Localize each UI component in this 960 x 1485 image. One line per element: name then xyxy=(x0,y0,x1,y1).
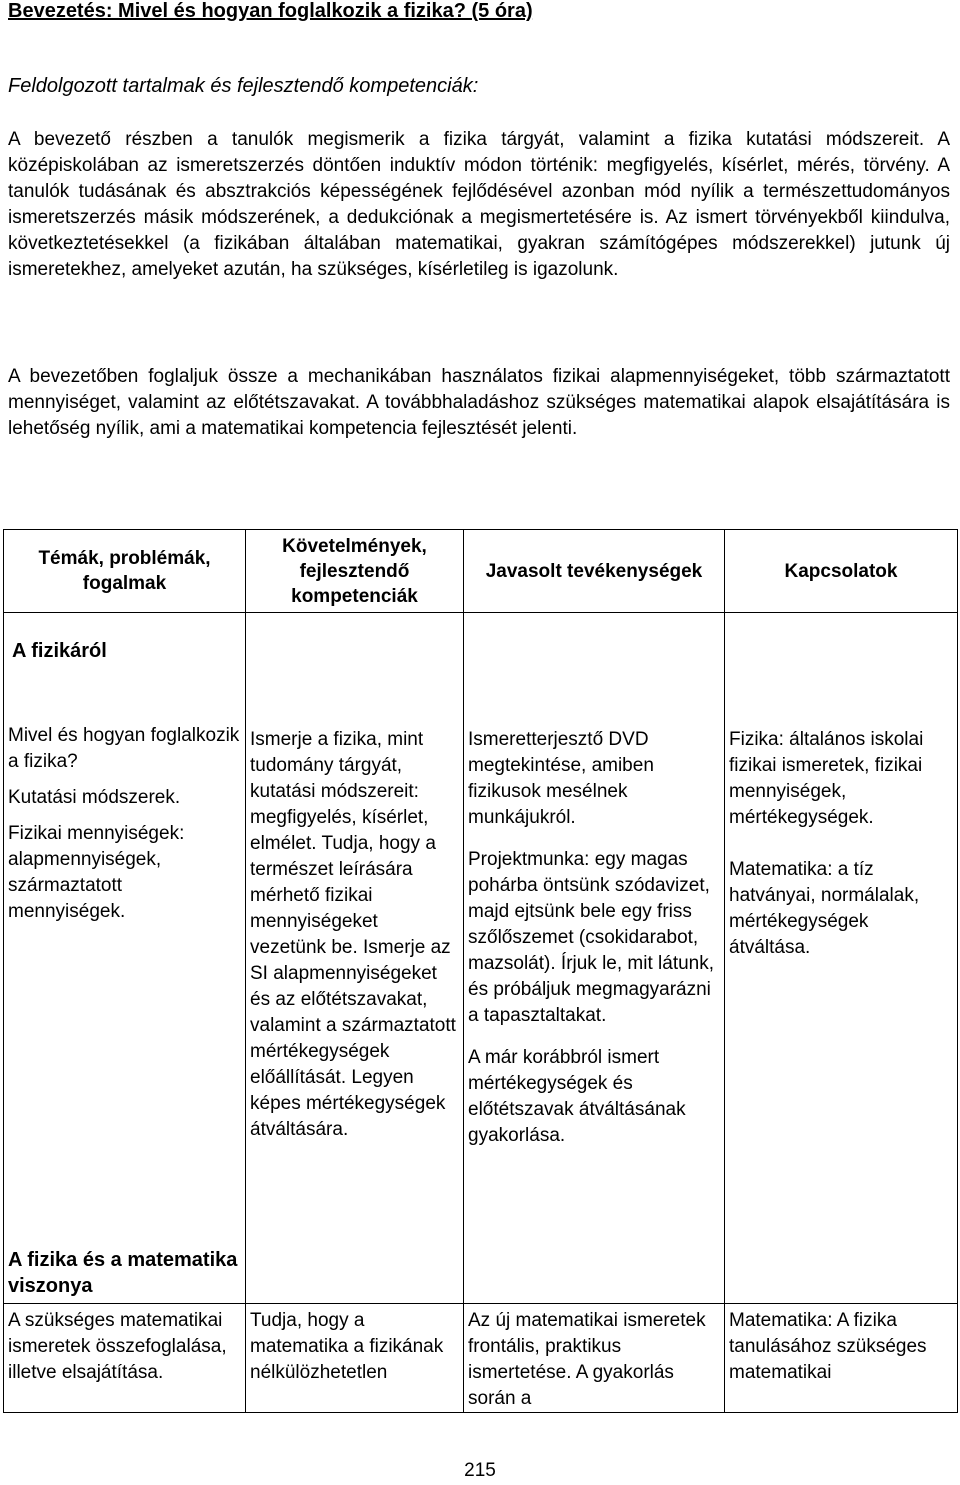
header-activities: Javasolt tevékenységek xyxy=(464,530,725,613)
table-row xyxy=(4,1304,958,1413)
activity-item: Az új matematikai ismeretek frontális, praktikus ismertetése. A gyakorlás során a xyxy=(468,1310,706,1409)
topic-item: A szükséges matematikai ismeretek összefoglalása, illetve elsajátítása. xyxy=(8,1310,227,1383)
section2-topics-cell xyxy=(4,1304,246,1413)
section1-title: A fizikáról xyxy=(12,640,107,662)
table-row xyxy=(4,613,958,1304)
activity-item: A már korábbról ismert mértékegységek és előtétszavak átváltásának gyakorlása. xyxy=(468,1047,686,1146)
section2-title: A fizika és a matematika viszonya xyxy=(8,1249,238,1297)
section1-activities-cell xyxy=(464,613,725,1304)
section1-topics-cell xyxy=(4,613,246,1304)
intro-paragraph: A bevezető részben a tanulók megismerik a fizika tárgyát, valamint a fizika kutatási módszereit. A középiskolában az ismeretszerzés döntően induktív módon történik: megfigyelés, kísérlet, mérés, törvény. A tanulók tudásának és absztrakciós képességének fejlődésével azonban mód nyílik a természettudományos ismeretszerzés másik módszerének, a dedukciónak a megismertetésére is. Az ismert törvényekből kiindulva, következtetésekkel (a fizikában általában matematikai, gyakran számítógépes módszerekkel) jutunk új ismeretekhez, amelyeket azután, ha szükséges, kísérletileg is igazolunk. xyxy=(8,129,950,280)
header-topics: Témák, problémák, fogalmak xyxy=(4,530,246,613)
requirement-text: Tudja, hogy a matematika a fizikának nélkülözhetetlen xyxy=(250,1310,444,1383)
page-title: Bevezetés: Mivel és hogyan foglalkozik a fizika? (5 óra) xyxy=(8,0,533,22)
section-subtitle: Feldolgozott tartalmak és fejlesztendő kompetenciák: xyxy=(8,75,479,97)
section1-connections-cell xyxy=(725,613,958,1304)
section2-connections-cell xyxy=(725,1304,958,1413)
header-connections: Kapcsolatok xyxy=(725,530,958,613)
connection-item: Matematika: a tíz hatványai, normálalak, mértékegységek átváltása. xyxy=(729,859,920,958)
curriculum-table xyxy=(3,529,958,1413)
topic-item: Kutatási módszerek. xyxy=(8,787,181,808)
connection-item: Fizika: általános iskolai fizikai ismeretek, fizikai mennyiségek, mértékegységek. xyxy=(729,729,924,828)
activity-item: Ismeretterjesztő DVD megtekintése, amiben fizikusok mesélnek munkájukról. xyxy=(468,729,654,828)
section1-requirements-cell xyxy=(246,613,464,1304)
summary-paragraph: A bevezetőben foglaljuk össze a mechanikában használatos fizikai alapmennyiségeket, több származtatott mennyiséget, valamint az előtétszavakat. A továbbhaladáshoz szükséges matematikai alapok elsajátítására is lehetőség nyílik, ami a matematikai kompetencia fejlesztését jelenti. xyxy=(8,366,950,439)
section2-activities-cell xyxy=(464,1304,725,1413)
table-header-row xyxy=(4,530,958,613)
topic-item: Mivel és hogyan foglalkozik a fizika? xyxy=(8,725,240,772)
connection-item: Matematika: A fizika tanulásához szükséges matematikai xyxy=(729,1310,927,1383)
page-number: 215 xyxy=(464,1460,496,1481)
section2-requirements-cell xyxy=(246,1304,464,1413)
requirement-text: Ismerje a fizika, mint tudomány tárgyát, kutatási módszereit: megfigyelés, kísérlet, elmélet. Tudja, hogy a természet leírására mérhető fizikai mennyiségeket vezetünk be. Ismerje az SI alapmennyiségeket és az előtétszavakat, valamint a származtatott mértékegységek előállítását. Legyen képes mértékegységek átváltására. xyxy=(250,729,456,1140)
topic-item: Fizikai mennyiségek: alapmennyiségek, származtatott mennyiségek. xyxy=(8,823,185,922)
activity-item: Projektmunka: egy magas pohárba öntsünk szódavizet, majd ejtsünk bele egy friss szőlőszemet (csokidarabot, mazsolát). Írjuk le, mit látunk, és próbáljuk megmagyarázni a tapasztaltakat. xyxy=(468,849,715,1026)
header-requirements: Követelmények, fejlesztendő kompetenciák xyxy=(246,530,464,613)
